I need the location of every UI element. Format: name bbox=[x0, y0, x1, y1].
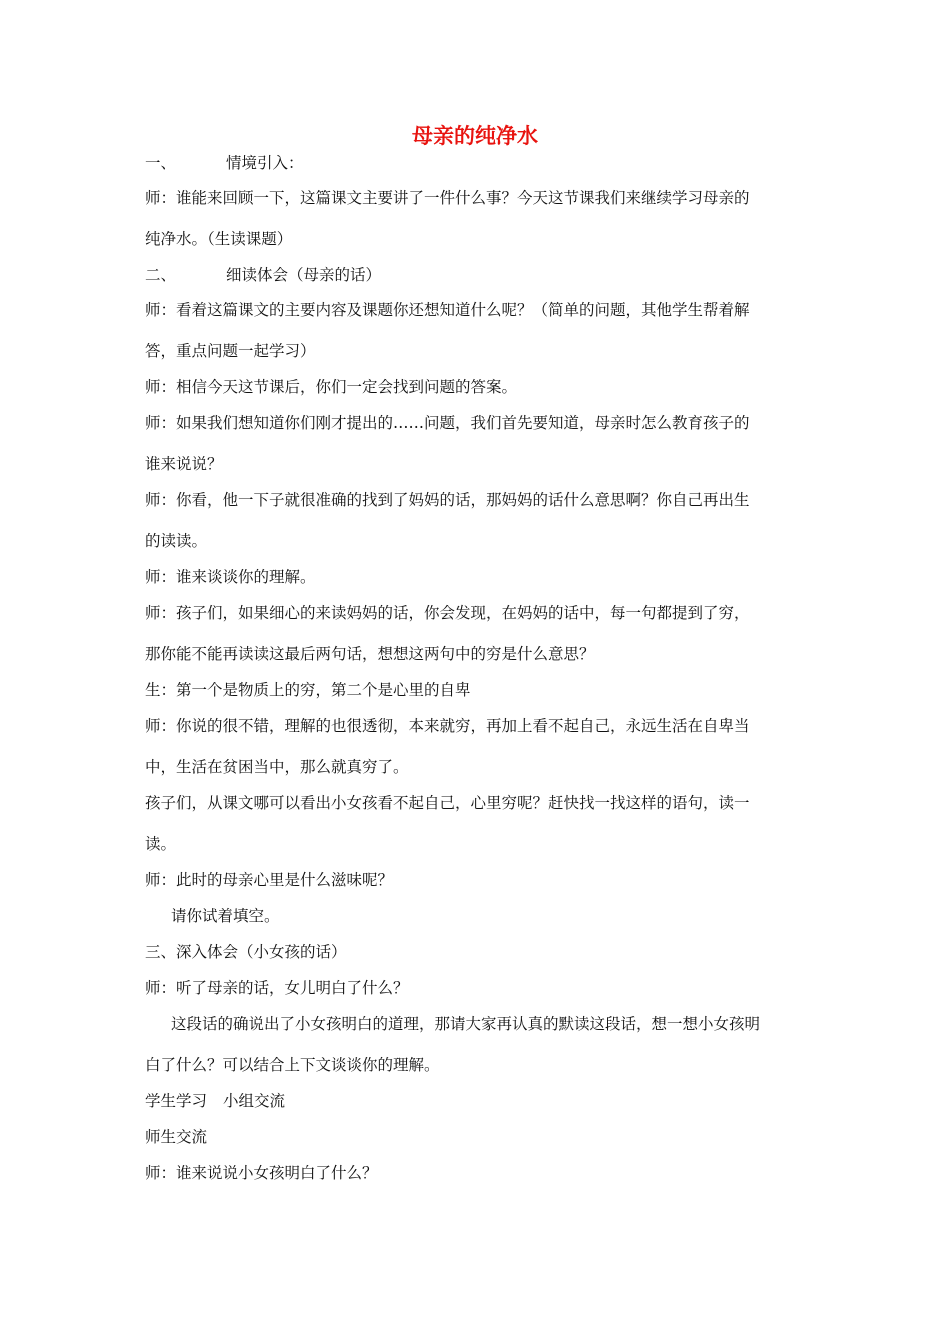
paragraph-line bbox=[145, 1090, 815, 1112]
paragraph-line: 师生交流 bbox=[145, 1128, 208, 1146]
paragraph-line: 读。 bbox=[145, 835, 177, 853]
section-heading-2 bbox=[145, 264, 815, 286]
paragraph-line: 的读读。 bbox=[145, 532, 208, 550]
paragraph-line: 师：谁来谈谈你的理解。 bbox=[145, 568, 316, 586]
paragraph-line: 师：谁来说说小女孩明白了什么？ bbox=[145, 1164, 378, 1182]
paragraph-line: 师：听了母亲的话，女儿明白了什么？ bbox=[145, 979, 409, 997]
paragraph-line: 白了什么？可以结合上下文谈谈你的理解。 bbox=[145, 1056, 440, 1074]
paragraph-line: 生：第一个是物质上的穷，第二个是心里的自卑 bbox=[145, 681, 471, 699]
paragraph-line: 谁来说说？ bbox=[145, 455, 223, 473]
section-heading-3: 三、深入体会（小女孩的话） bbox=[145, 943, 347, 961]
paragraph-line: 师：谁能来回顾一下，这篇课文主要讲了一件什么事？今天这节课我们来继续学习母亲的 bbox=[145, 189, 750, 207]
paragraph-line: 师：你说的很不错，理解的也很透彻，本来就穷，再加上看不起自己，永远生活在自卑当 bbox=[145, 717, 750, 735]
paragraph-line: 答，重点问题一起学习） bbox=[145, 342, 316, 360]
section-heading-1 bbox=[145, 152, 815, 174]
document-title: 母亲的纯净水 bbox=[412, 123, 538, 148]
paragraph-line: 纯净水。（生读课题） bbox=[145, 230, 293, 248]
paragraph-line: 师：如果我们想知道你们刚才提出的……问题，我们首先要知道，母亲时怎么教育孩子的 bbox=[145, 414, 750, 432]
paragraph-line: 请你试着填空。 bbox=[171, 907, 280, 925]
section-number: 一、 bbox=[145, 154, 177, 172]
paragraph-line: 师：你看，他一下子就很准确的找到了妈妈的话，那妈妈的话什么意思啊？你自己再出生 bbox=[145, 491, 750, 509]
activity-label: 小组交流 bbox=[223, 1092, 286, 1110]
paragraph-line: 师：孩子们，如果细心的来读妈妈的话，你会发现，在妈妈的话中，每一句都提到了穷， bbox=[145, 604, 750, 622]
section-text: 情境引入： bbox=[226, 154, 304, 172]
section-number: 二、 bbox=[145, 266, 177, 284]
section-text: 细读体会（母亲的话） bbox=[226, 266, 382, 284]
paragraph-line: 那你能不能再读读这最后两句话，想想这两句中的穷是什么意思？ bbox=[145, 645, 595, 663]
paragraph-line: 师：此时的母亲心里是什么滋味呢？ bbox=[145, 871, 394, 889]
paragraph-line: 这段话的确说出了小女孩明白的道理，那请大家再认真的默读这段话，想一想小女孩明 bbox=[171, 1015, 761, 1033]
paragraph-line: 师：相信今天这节课后，你们一定会找到问题的答案。 bbox=[145, 378, 518, 396]
paragraph-line: 师：看着这篇课文的主要内容及课题你还想知道什么呢？（简单的问题，其他学生帮着解 bbox=[145, 301, 750, 319]
paragraph-line: 中，生活在贫困当中，那么就真穷了。 bbox=[145, 758, 409, 776]
activity-label: 学生学习 bbox=[145, 1092, 208, 1110]
paragraph-line: 孩子们，从课文哪可以看出小女孩看不起自己，心里穷呢？赶快找一找这样的语句，读一 bbox=[145, 794, 750, 812]
